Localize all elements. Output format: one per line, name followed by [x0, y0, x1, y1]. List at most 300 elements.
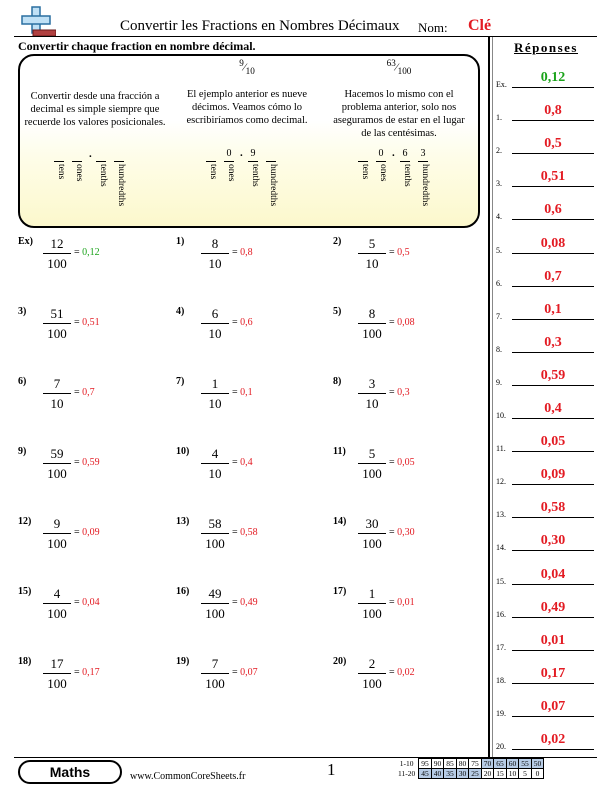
answer-number: 16.	[496, 610, 506, 619]
problem-item	[176, 236, 326, 280]
answer-value: 0,58	[540, 500, 566, 515]
problem-equals: = 0,08	[389, 317, 415, 328]
digit-ones: 0	[378, 148, 384, 159]
problem-denominator: 100	[362, 606, 382, 621]
problem-answer: 0,4	[240, 457, 253, 468]
answer-row	[496, 666, 596, 686]
problem-numerator: 2	[368, 656, 376, 671]
decimal-point: .	[240, 147, 243, 159]
problem-answer: 0,7	[82, 387, 95, 398]
problem-number: 4)	[176, 306, 185, 317]
problem-item	[18, 656, 168, 700]
problem-numerator: 49	[208, 586, 222, 601]
problem-number: 17)	[333, 586, 347, 597]
score-cell: 5	[519, 769, 532, 779]
score-cell: 50	[531, 759, 544, 769]
problem-answer: 0,8	[240, 247, 253, 258]
problem-denominator: 10	[208, 466, 222, 481]
problem-numerator: 51	[50, 306, 64, 321]
problem-item	[333, 236, 483, 280]
answer-value: 0,1	[544, 302, 562, 317]
answer-line	[512, 120, 594, 121]
problem-number: 6)	[18, 376, 27, 387]
place-line	[54, 161, 64, 162]
place-label-hundredths: hundredths	[116, 164, 126, 207]
problem-number: 20)	[333, 656, 347, 667]
problem-item	[333, 516, 483, 560]
answer-row	[496, 236, 596, 256]
answer-line	[512, 87, 594, 88]
answer-row	[496, 136, 596, 156]
problem-answer: 0,49	[240, 597, 258, 608]
place-label-ones: ones	[74, 164, 84, 182]
problem-equals: = 0,51	[74, 317, 100, 328]
fraction-bar	[43, 393, 71, 394]
fraction-bar	[358, 673, 386, 674]
answer-value: 0,05	[540, 434, 566, 449]
problem-equals: = 0,1	[232, 387, 253, 398]
place-line	[376, 161, 386, 162]
answer-line	[512, 153, 594, 154]
answer-number: 17.	[496, 643, 506, 652]
answer-number: 20.	[496, 742, 506, 751]
decimal-point: .	[392, 147, 395, 159]
fraction-bar	[43, 533, 71, 534]
answer-row	[496, 368, 596, 388]
problem-denominator: 100	[47, 326, 67, 341]
answer-line	[512, 319, 594, 320]
answer-value: 0,59	[540, 368, 566, 383]
answer-value: 0,17	[540, 666, 566, 681]
answer-value: 0,01	[540, 633, 566, 648]
score-table	[396, 758, 544, 779]
problem-denominator: 100	[47, 256, 67, 271]
fraction-bar	[358, 603, 386, 604]
problem-item	[333, 446, 483, 490]
problem-number: 16)	[176, 586, 190, 597]
answer-line	[512, 451, 594, 452]
answer-number: 10.	[496, 411, 506, 420]
fraction-bar	[358, 253, 386, 254]
problem-answer: 0,12	[82, 247, 100, 258]
answer-row	[496, 633, 596, 653]
score-cell: 95	[419, 759, 432, 769]
answer-value: 0,12	[540, 70, 566, 85]
answer-row	[496, 335, 596, 355]
problem-denominator: 100	[205, 536, 225, 551]
problem-number: 14)	[333, 516, 347, 527]
answer-row	[496, 401, 596, 421]
problem-numerator: 5	[368, 446, 376, 461]
problem-denominator: 10	[365, 396, 379, 411]
place-label-hundredths: hundredths	[268, 164, 278, 207]
problem-answer: 0,3	[397, 387, 410, 398]
answer-value: 0,49	[540, 600, 566, 615]
answer-value: 0,08	[540, 236, 566, 251]
problem-number: Ex)	[18, 236, 33, 247]
example-text: Hacemos lo mismo con el problema anterior, solo nos aseguramos de estar en el lugar de las centésimas.	[333, 89, 465, 139]
problem-number: 5)	[333, 306, 342, 317]
problem-denominator: 10	[208, 256, 222, 271]
answer-line	[512, 716, 594, 717]
name-value: Clé	[468, 17, 492, 34]
problem-denominator: 10	[50, 396, 64, 411]
score-cell: 30	[456, 769, 469, 779]
answer-number: 9.	[496, 378, 502, 387]
fraction-denominator: 10	[245, 65, 255, 76]
digit-tenths: 9	[250, 148, 256, 159]
problem-item	[18, 236, 168, 280]
digit-ones: 0	[226, 148, 232, 159]
answer-value: 0,5	[544, 136, 562, 151]
score-cell: 0	[531, 769, 544, 779]
problem-answer: 0,30	[397, 527, 415, 538]
answer-row	[496, 500, 596, 520]
problem-item	[333, 586, 483, 630]
answer-line	[512, 683, 594, 684]
example-box	[18, 54, 480, 228]
problem-item	[176, 516, 326, 560]
problem-item	[176, 306, 326, 350]
problem-answer: 0,07	[240, 667, 258, 678]
place-label-tenths: tenths	[402, 164, 412, 187]
place-line	[96, 161, 106, 162]
problem-number: 3)	[18, 306, 27, 317]
answer-row	[496, 202, 596, 222]
answer-column-divider-thin	[492, 37, 493, 757]
place-label-tens: tens	[208, 164, 218, 180]
example-fraction: $^{63}⁄_{100}$	[386, 58, 412, 76]
problem-numerator: 1	[368, 586, 376, 601]
answer-number: Ex.	[496, 80, 507, 89]
fraction-bar	[201, 603, 229, 604]
place-label-ones: ones	[378, 164, 388, 182]
problem-denominator: 10	[365, 256, 379, 271]
answer-line	[512, 617, 594, 618]
digit-tenths: 6	[402, 148, 408, 159]
example-text: Convertir desde una fracción a decimal es simple siempre que recuerde los valores posicionales.	[24, 91, 166, 128]
answer-line	[512, 418, 594, 419]
problem-equals: = 0,12	[74, 247, 100, 258]
score-cell: 80	[456, 759, 469, 769]
problem-equals: = 0,04	[74, 597, 100, 608]
problem-denominator: 100	[47, 536, 67, 551]
place-label-hundredths: hundredths	[420, 164, 430, 207]
answer-value: 0,4	[544, 401, 562, 416]
problem-number: 9)	[18, 446, 27, 457]
problem-denominator: 10	[208, 326, 222, 341]
problem-numerator: 12	[50, 236, 64, 251]
place-label-tens: tens	[56, 164, 66, 180]
answer-number: 14.	[496, 543, 506, 552]
problem-number: 1)	[176, 236, 185, 247]
problem-item	[18, 516, 168, 560]
problem-equals: = 0,30	[389, 527, 415, 538]
answer-value: 0,02	[540, 732, 566, 747]
problem-number: 12)	[18, 516, 32, 527]
score-cell: 65	[494, 759, 507, 769]
problem-number: 11)	[333, 446, 346, 457]
place-line	[206, 161, 216, 162]
answer-number: 5.	[496, 246, 502, 255]
answer-number: 4.	[496, 212, 502, 221]
answer-line	[512, 352, 594, 353]
decimal-point: .	[89, 148, 92, 160]
answer-value: 0,09	[540, 467, 566, 482]
answer-value: 0,04	[540, 567, 566, 582]
problem-answer: 0,51	[82, 317, 100, 328]
problem-item	[176, 446, 326, 490]
problem-answer: 0,08	[397, 317, 415, 328]
place-value-chart	[356, 148, 480, 223]
answer-number: 12.	[496, 477, 506, 486]
problem-equals: = 0,58	[232, 527, 258, 538]
problem-denominator: 100	[205, 676, 225, 691]
problem-number: 7)	[176, 376, 185, 387]
answer-number: 2.	[496, 146, 502, 155]
problem-number: 2)	[333, 236, 342, 247]
answer-line	[512, 385, 594, 386]
answer-value: 0,3	[544, 335, 562, 350]
problem-numerator: 8	[368, 306, 376, 321]
fraction-bar	[43, 673, 71, 674]
place-line	[248, 161, 258, 162]
answer-number: 6.	[496, 279, 502, 288]
place-line	[358, 161, 368, 162]
problem-denominator: 100	[205, 606, 225, 621]
example-fraction: $^9⁄_{10}$	[239, 58, 255, 76]
answer-row	[496, 567, 596, 587]
place-line	[400, 161, 410, 162]
answer-row	[496, 600, 596, 620]
answer-row	[496, 302, 596, 322]
answer-row	[496, 169, 596, 189]
problem-item	[18, 586, 168, 630]
problem-numerator: 7	[211, 656, 219, 671]
fraction-bar	[43, 323, 71, 324]
place-label-tenths: tenths	[98, 164, 108, 187]
problem-answer: 0,6	[240, 317, 253, 328]
problem-number: 13)	[176, 516, 190, 527]
answer-line	[512, 253, 594, 254]
fraction-bar	[201, 533, 229, 534]
problem-numerator: 8	[211, 236, 219, 251]
answer-value: 0,7	[544, 269, 562, 284]
answer-number: 1.	[496, 113, 502, 122]
answer-line	[512, 650, 594, 651]
problem-numerator: 9	[53, 516, 61, 531]
answers-title: Réponses	[513, 40, 578, 55]
fraction-bar	[201, 323, 229, 324]
problem-answer: 0,58	[240, 527, 258, 538]
problem-number: 18)	[18, 656, 32, 667]
fraction-bar	[201, 463, 229, 464]
answer-value: 0,6	[544, 202, 562, 217]
score-cell: 35	[444, 769, 457, 779]
score-cell: 45	[419, 769, 432, 779]
problem-denominator: 100	[47, 676, 67, 691]
problem-item	[333, 306, 483, 350]
problem-numerator: 4	[53, 586, 61, 601]
instruction-text: Convertir chaque fraction en nombre décimal.	[18, 39, 256, 53]
digit-hundredths: 3	[420, 148, 426, 159]
score-cell: 75	[469, 759, 482, 769]
problem-number: 8)	[333, 376, 342, 387]
score-cell: 20	[481, 769, 494, 779]
fraction-bar	[358, 463, 386, 464]
problem-denominator: 100	[362, 326, 382, 341]
answer-row	[496, 269, 596, 289]
answer-number: 7.	[496, 312, 502, 321]
answer-value: 0,51	[540, 169, 566, 184]
place-line	[114, 161, 124, 162]
score-row	[396, 759, 544, 769]
answer-number: 3.	[496, 179, 502, 188]
answer-row	[496, 467, 596, 487]
problem-item	[18, 376, 168, 420]
problem-numerator: 6	[211, 306, 219, 321]
problem-answer: 0,5	[397, 247, 410, 258]
problem-equals: = 0,02	[389, 667, 415, 678]
answer-row	[496, 533, 596, 553]
score-row	[396, 769, 544, 779]
score-cell: 85	[444, 759, 457, 769]
problem-equals: = 0,09	[74, 527, 100, 538]
place-line	[418, 161, 428, 162]
problem-equals: = 0,5	[389, 247, 410, 258]
problem-equals: = 0,07	[232, 667, 258, 678]
problem-item	[176, 586, 326, 630]
example-column-3	[324, 56, 474, 226]
answer-row	[496, 103, 596, 123]
problem-item	[18, 306, 168, 350]
answer-number: 15.	[496, 577, 506, 586]
answer-number: 11.	[496, 444, 506, 453]
problem-numerator: 58	[208, 516, 222, 531]
fraction-bar	[201, 673, 229, 674]
problem-numerator: 1	[211, 376, 219, 391]
fraction-bar	[358, 533, 386, 534]
plus-logo-icon	[18, 6, 56, 36]
answer-line	[512, 749, 594, 750]
fraction-bar	[358, 323, 386, 324]
problem-denominator: 100	[362, 676, 382, 691]
problem-equals: = 0,05	[389, 457, 415, 468]
problem-equals: = 0,3	[389, 387, 410, 398]
problem-equals: = 0,01	[389, 597, 415, 608]
answer-column-divider	[488, 37, 490, 757]
page-number: 1	[327, 760, 336, 779]
answer-line	[512, 286, 594, 287]
problem-denominator: 10	[208, 396, 222, 411]
fraction-bar	[43, 603, 71, 604]
answer-line	[512, 517, 594, 518]
header-divider	[14, 36, 597, 37]
answer-line	[512, 186, 594, 187]
score-row-label: 11-20	[398, 769, 416, 778]
problem-answer: 0,04	[82, 597, 100, 608]
fraction-bar	[43, 463, 71, 464]
problem-equals: = 0,17	[74, 667, 100, 678]
problem-number: 15)	[18, 586, 32, 597]
subject-badge: Maths	[18, 760, 122, 784]
problem-denominator: 100	[47, 606, 67, 621]
place-label-tens: tens	[360, 164, 370, 180]
fraction-bar	[201, 393, 229, 394]
example-column-1	[20, 56, 170, 226]
problem-numerator: 5	[368, 236, 376, 251]
problem-equals: = 0,8	[232, 247, 253, 258]
problem-item	[333, 656, 483, 700]
problem-numerator: 3	[368, 376, 376, 391]
score-cell: 25	[469, 769, 482, 779]
answer-value: 0,07	[540, 699, 566, 714]
problem-item	[333, 376, 483, 420]
answer-row	[496, 70, 596, 90]
problem-answer: 0,1	[240, 387, 253, 398]
problem-number: 19)	[176, 656, 190, 667]
problem-denominator: 100	[362, 536, 382, 551]
answer-line	[512, 584, 594, 585]
answer-line	[512, 484, 594, 485]
fraction-numerator: 63	[386, 58, 396, 68]
score-cell: 70	[481, 759, 494, 769]
score-cell: 15	[494, 769, 507, 779]
fraction-denominator: 100	[397, 65, 412, 76]
problem-item	[176, 376, 326, 420]
problem-item	[176, 656, 326, 700]
worksheet-title: Convertir les Fractions en Nombres Décimaux	[120, 18, 400, 34]
problem-answer: 0,09	[82, 527, 100, 538]
place-label-tenths: tenths	[250, 164, 260, 187]
problem-number: 10)	[176, 446, 190, 457]
answer-number: 19.	[496, 709, 506, 718]
problem-numerator: 4	[211, 446, 219, 461]
answer-line	[512, 550, 594, 551]
answer-number: 18.	[496, 676, 506, 685]
place-line	[224, 161, 234, 162]
answer-number: 13.	[496, 510, 506, 519]
name-label: Nom:	[418, 20, 448, 35]
problem-answer: 0,01	[397, 597, 415, 608]
answer-row	[496, 699, 596, 719]
answer-row	[496, 434, 596, 454]
answer-row	[496, 732, 596, 752]
problem-numerator: 7	[53, 376, 61, 391]
score-row-label: 1-10	[399, 759, 414, 768]
problem-equals: = 0,6	[232, 317, 253, 328]
fraction-bar	[43, 253, 71, 254]
place-line	[72, 161, 82, 162]
score-cell: 60	[506, 759, 519, 769]
problem-item	[18, 446, 168, 490]
answer-value: 0,8	[544, 103, 562, 118]
problem-numerator: 59	[50, 446, 64, 461]
problem-denominator: 100	[47, 466, 67, 481]
problem-answer: 0,17	[82, 667, 100, 678]
answer-number: 8.	[496, 345, 502, 354]
answer-line	[512, 219, 594, 220]
fraction-numerator: 9	[239, 58, 244, 68]
problem-answer: 0,59	[82, 457, 100, 468]
example-text: El ejemplo anterior es nueve décimos. Veamos cómo lo escribiríamos como decimal.	[186, 89, 308, 126]
problem-numerator: 17	[50, 656, 64, 671]
score-cell: 10	[506, 769, 519, 779]
problem-equals: = 0,59	[74, 457, 100, 468]
score-cell: 90	[431, 759, 444, 769]
website-link[interactable]: www.CommonCoreSheets.fr	[130, 771, 246, 782]
answer-value: 0,30	[540, 533, 566, 548]
